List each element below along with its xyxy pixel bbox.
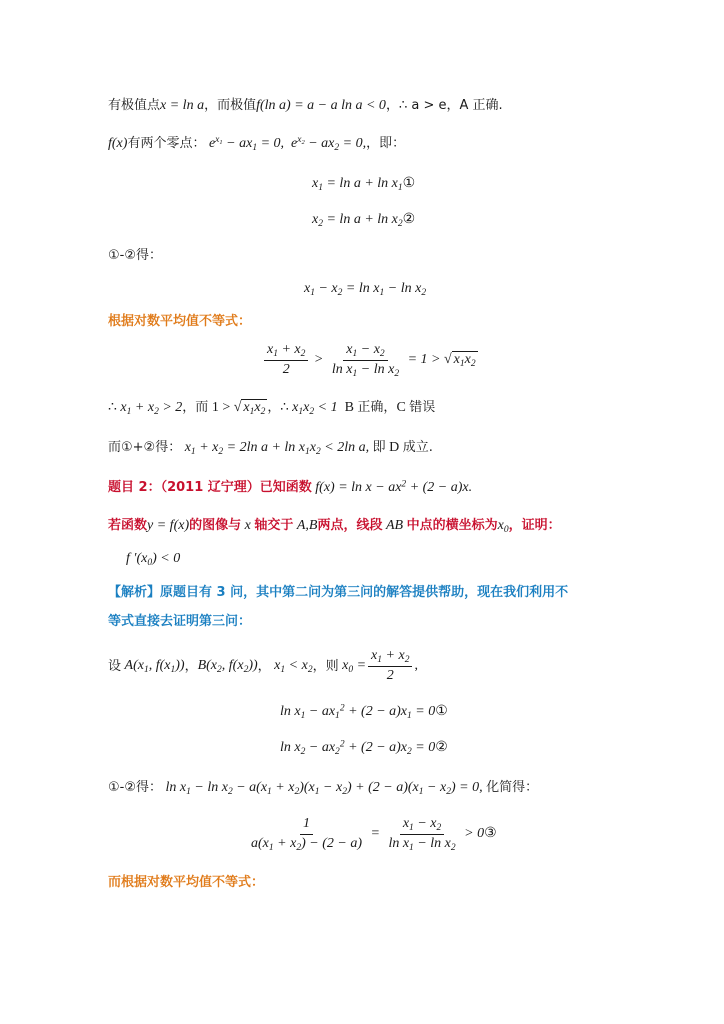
problem-goal: f $'(x_0) < 0$ xyxy=(126,551,181,568)
text-line: 设 $A(x_1$, $f(x_1)$) ， $B(x_2$, $f(x_2)$) ， $x_1 < x_2$ ，则 $x_0$ = $\frac{x_1 + x_2}{2}$ , xyxy=(108,648,418,683)
equation-4: $\frac{x_1 + x_2}{2}$ > $\frac{x_1 - x_2}{\ln x_1 - \ln x_2}$ = 1 > √ $x_1x_2$ xyxy=(262,342,478,379)
text-line: ①-②得： $\ln x_1 - \ln x_2 - a(x_1 + x_2)(x_1 - x_2) + (2 - a)(x_1 - x_2) = 0$, 化简得： xyxy=(108,780,539,797)
text-line: 而①+②得： $x_1 + x_2 = 2\ln$ $a + \ln x_1x_2 < 2\ln$ a, 即 D 成立. xyxy=(108,440,433,457)
section-heading: 而根据对数平均值不等式： xyxy=(108,875,265,890)
text-line: ①-②得： xyxy=(108,248,162,263)
text-line: ∴ $x_1 + x_2 > 2$，而 1 > √ $x_1x_2$ ，∴ $x_1x_2 < 1$ B 正确，C 错误 xyxy=(108,400,436,417)
equation-3: $x_1 - x_2 = \ln x_1 - \ln x_2$ xyxy=(304,281,427,298)
section-heading: 根据对数平均值不等式： xyxy=(108,314,252,329)
equation-7: $\frac{1}{a(x_1 + x_2) - (2 - a)}$ = $\frac{x_1 - x_2}{\ln x_1 - \ln x_2}$ > 0 ③ xyxy=(251,816,497,853)
text-line: 有极值点x = ln a，而极值f(ln a) = a − a ln a < 0，∴ a > e，A 正确. xyxy=(108,98,503,113)
equation-6: $\ln x_2 - ax_2^2 + (2 - a)x_2$ = 0② xyxy=(280,739,448,757)
text-line: f(x)有两个零点： $e^{x_1} - ax_1 = 0$, $e^{x_2} - ax_2 = 0$,，即： xyxy=(108,135,406,153)
problem-title: 题目 2：（2011 辽宁理）已知函数 $f(x) = \ln x - ax^2 + (2 - a)x$. xyxy=(108,479,473,495)
equation-5: $\ln x_1 - ax_1^2 + (2 - a)x_1$ = 0① xyxy=(280,703,448,721)
analysis-line-1: 【解析】原题目有 3 问，其中第二问为第三问的解答提供帮助，现在我们利用不 xyxy=(108,585,569,600)
problem-statement: 若函数y = f(x)的图像与 x 轴交于 A,B两点，线段 AB 中点的横坐标为$x_0$，证明： xyxy=(108,518,561,535)
equation-1: $x_1 = \ln a + \ln$ $x_1①$ xyxy=(312,176,416,193)
equation-2: $x_2 = \ln a + \ln$ $x_2②$ xyxy=(312,212,416,229)
analysis-line-2: 等式直接去证明第三问： xyxy=(108,614,252,629)
equation: $e^{x_1} - ax_1 = 0$, $e^{x_2} - ax_2 = 0$, xyxy=(208,135,367,153)
